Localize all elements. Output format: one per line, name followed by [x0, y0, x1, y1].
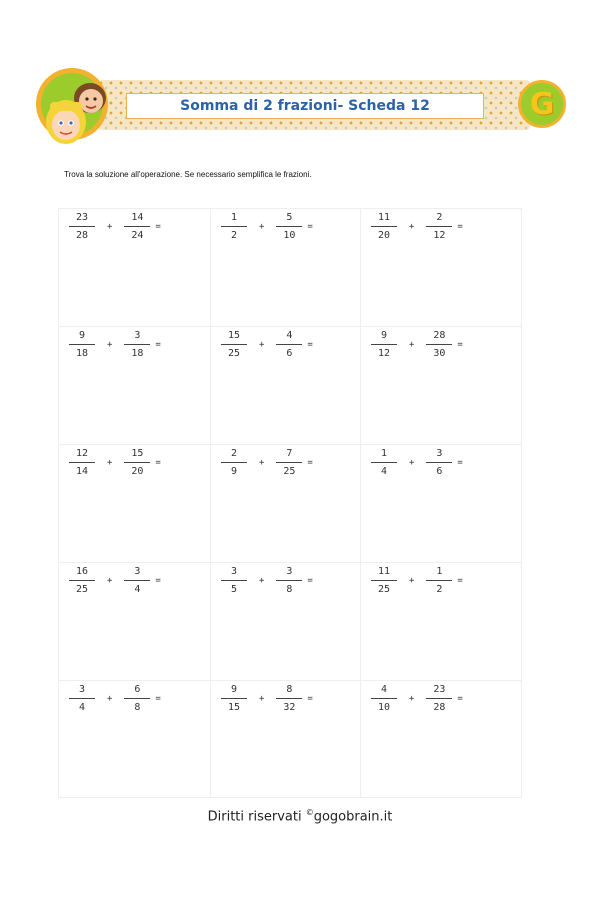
denominator: 10	[377, 702, 391, 713]
plus-sign: +	[107, 575, 113, 586]
numerator: 7	[286, 448, 293, 459]
plus-sign: +	[259, 693, 265, 704]
fraction-sum-expression	[219, 330, 313, 359]
fraction-sum-expression	[219, 448, 313, 477]
plus-sign: +	[259, 339, 265, 350]
plus-sign: +	[259, 575, 265, 586]
numerator: 11	[377, 566, 391, 577]
instructions-text: Trova la soluzione all'operazione. Se necessario semplifica le frazioni.	[64, 170, 312, 179]
numerator: 6	[134, 684, 141, 695]
fraction-a	[369, 448, 399, 477]
fraction-b	[274, 330, 304, 359]
numerator: 4	[286, 330, 293, 341]
fraction-a	[219, 330, 249, 359]
equals-sign: =	[307, 457, 313, 468]
exercise-cell[interactable]	[58, 208, 210, 326]
fraction-b	[122, 330, 152, 359]
numerator: 28	[433, 330, 446, 341]
fraction-b	[424, 212, 454, 241]
denominator: 12	[433, 230, 446, 241]
numerator: 1	[230, 212, 238, 223]
equals-sign: =	[155, 221, 161, 232]
equals-sign: =	[457, 339, 463, 350]
fraction-sum-expression	[369, 566, 463, 595]
exercise-cell[interactable]	[58, 562, 210, 680]
denominator: 25	[227, 348, 241, 359]
denominator: 8	[134, 702, 141, 713]
plus-sign: +	[409, 339, 415, 350]
fraction-b	[122, 448, 152, 477]
denominator: 18	[131, 348, 144, 359]
gogobrain-logo-icon: G	[518, 80, 566, 128]
numerator: 9	[78, 330, 86, 341]
equals-sign: =	[155, 693, 161, 704]
denominator: 20	[377, 230, 391, 241]
fraction-b	[274, 448, 304, 477]
plus-sign: +	[409, 575, 415, 586]
fraction-sum-expression	[67, 566, 161, 595]
equals-sign: =	[155, 339, 161, 350]
denominator: 30	[433, 348, 446, 359]
denominator: 25	[75, 584, 89, 595]
denominator: 28	[433, 702, 446, 713]
plus-sign: +	[107, 339, 113, 350]
fraction-b	[424, 330, 454, 359]
equals-sign: =	[307, 575, 313, 586]
fraction-sum-expression	[369, 212, 463, 241]
exercise-cell[interactable]	[58, 444, 210, 562]
fraction-a	[67, 330, 97, 359]
plus-sign: +	[409, 457, 415, 468]
denominator: 14	[75, 466, 89, 477]
fraction-b	[122, 566, 152, 595]
exercise-cell[interactable]	[210, 208, 360, 326]
numerator: 15	[227, 330, 241, 341]
fraction-sum-expression	[67, 448, 161, 477]
plus-sign: +	[259, 457, 265, 468]
fraction-a	[67, 566, 97, 595]
equals-sign: =	[307, 221, 313, 232]
denominator: 25	[283, 466, 296, 477]
equals-sign: =	[457, 575, 463, 586]
exercise-cell[interactable]	[360, 208, 522, 326]
numerator: 3	[286, 566, 293, 577]
numerator: 2	[436, 212, 443, 223]
plus-sign: +	[107, 221, 113, 232]
denominator: 12	[377, 348, 391, 359]
exercise-cell[interactable]	[360, 680, 522, 798]
denominator: 9	[230, 466, 238, 477]
numerator: 1	[380, 448, 388, 459]
numerator: 12	[75, 448, 89, 459]
fraction-b	[424, 448, 454, 477]
numerator: 23	[433, 684, 446, 695]
exercise-cell[interactable]	[360, 326, 522, 444]
numerator: 15	[131, 448, 144, 459]
fraction-a	[67, 212, 97, 241]
fraction-a	[219, 566, 249, 595]
equals-sign: =	[155, 457, 161, 468]
fraction-sum-expression	[67, 212, 161, 241]
exercise-grid	[58, 208, 522, 798]
plus-sign: +	[107, 693, 113, 704]
denominator: 4	[134, 584, 141, 595]
fraction-a	[219, 448, 249, 477]
fraction-a	[219, 212, 249, 241]
exercise-cell[interactable]	[58, 680, 210, 798]
exercise-cell[interactable]	[210, 444, 360, 562]
equals-sign: =	[307, 693, 313, 704]
denominator: 5	[230, 584, 238, 595]
denominator: 6	[286, 348, 293, 359]
fraction-a	[369, 684, 399, 713]
children-illustration	[36, 68, 132, 152]
numerator: 4	[380, 684, 388, 695]
numerator: 3	[230, 566, 238, 577]
exercise-cell[interactable]	[360, 444, 522, 562]
numerator: 3	[134, 330, 141, 341]
equals-sign: =	[457, 221, 463, 232]
fraction-a	[67, 448, 97, 477]
fraction-b	[122, 212, 152, 241]
copyright-symbol: ©	[305, 808, 314, 817]
footer-text: Diritti riservati	[207, 809, 306, 825]
fraction-b	[424, 684, 454, 713]
fraction-sum-expression	[67, 330, 161, 359]
fraction-sum-expression	[219, 212, 313, 241]
fraction-b	[274, 684, 304, 713]
numerator: 1	[436, 566, 443, 577]
exercise-cell[interactable]	[210, 562, 360, 680]
plus-sign: +	[107, 457, 113, 468]
fraction-a	[369, 566, 399, 595]
equals-sign: =	[457, 457, 463, 468]
denominator: 4	[78, 702, 86, 713]
exercise-cell[interactable]	[210, 326, 360, 444]
denominator: 25	[377, 584, 391, 595]
denominator: 15	[227, 702, 241, 713]
denominator: 20	[131, 466, 144, 477]
fraction-a	[67, 684, 97, 713]
worksheet-header	[36, 68, 566, 152]
fraction-b	[122, 684, 152, 713]
equals-sign: =	[155, 575, 161, 586]
denominator: 28	[75, 230, 89, 241]
plus-sign: +	[409, 221, 415, 232]
numerator: 3	[134, 566, 141, 577]
equals-sign: =	[307, 339, 313, 350]
denominator: 32	[283, 702, 296, 713]
numerator: 11	[377, 212, 391, 223]
exercise-cell[interactable]	[210, 680, 360, 798]
fraction-sum-expression	[369, 684, 463, 713]
footer-site: gogobrain.it	[313, 809, 393, 825]
numerator: 2	[230, 448, 238, 459]
denominator: 4	[380, 466, 388, 477]
exercise-cell[interactable]	[360, 562, 522, 680]
fraction-sum-expression	[67, 684, 161, 713]
fraction-sum-expression	[219, 566, 313, 595]
numerator: 3	[78, 684, 86, 695]
denominator: 10	[283, 230, 296, 241]
denominator: 2	[436, 584, 443, 595]
denominator: 6	[436, 466, 443, 477]
fraction-sum-expression	[369, 448, 463, 477]
denominator: 8	[286, 584, 293, 595]
fraction-b	[274, 212, 304, 241]
fraction-a	[369, 212, 399, 241]
fraction-sum-expression	[369, 330, 463, 359]
denominator: 2	[230, 230, 238, 241]
fraction-b	[424, 566, 454, 595]
fraction-b	[274, 566, 304, 595]
numerator: 16	[75, 566, 89, 577]
denominator: 24	[131, 230, 144, 241]
page-title: Somma di 2 frazioni- Scheda 12	[126, 93, 484, 119]
numerator: 5	[286, 212, 293, 223]
copyright-footer	[0, 808, 600, 824]
fraction-a	[369, 330, 399, 359]
denominator: 18	[75, 348, 89, 359]
fraction-sum-expression	[219, 684, 313, 713]
exercise-cell[interactable]	[58, 326, 210, 444]
plus-sign: +	[409, 693, 415, 704]
equals-sign: =	[457, 693, 463, 704]
numerator: 8	[286, 684, 293, 695]
numerator: 14	[131, 212, 144, 223]
fraction-a	[219, 684, 249, 713]
plus-sign: +	[259, 221, 265, 232]
numerator: 9	[380, 330, 388, 341]
numerator: 23	[75, 212, 89, 223]
numerator: 3	[436, 448, 443, 459]
numerator: 9	[230, 684, 238, 695]
